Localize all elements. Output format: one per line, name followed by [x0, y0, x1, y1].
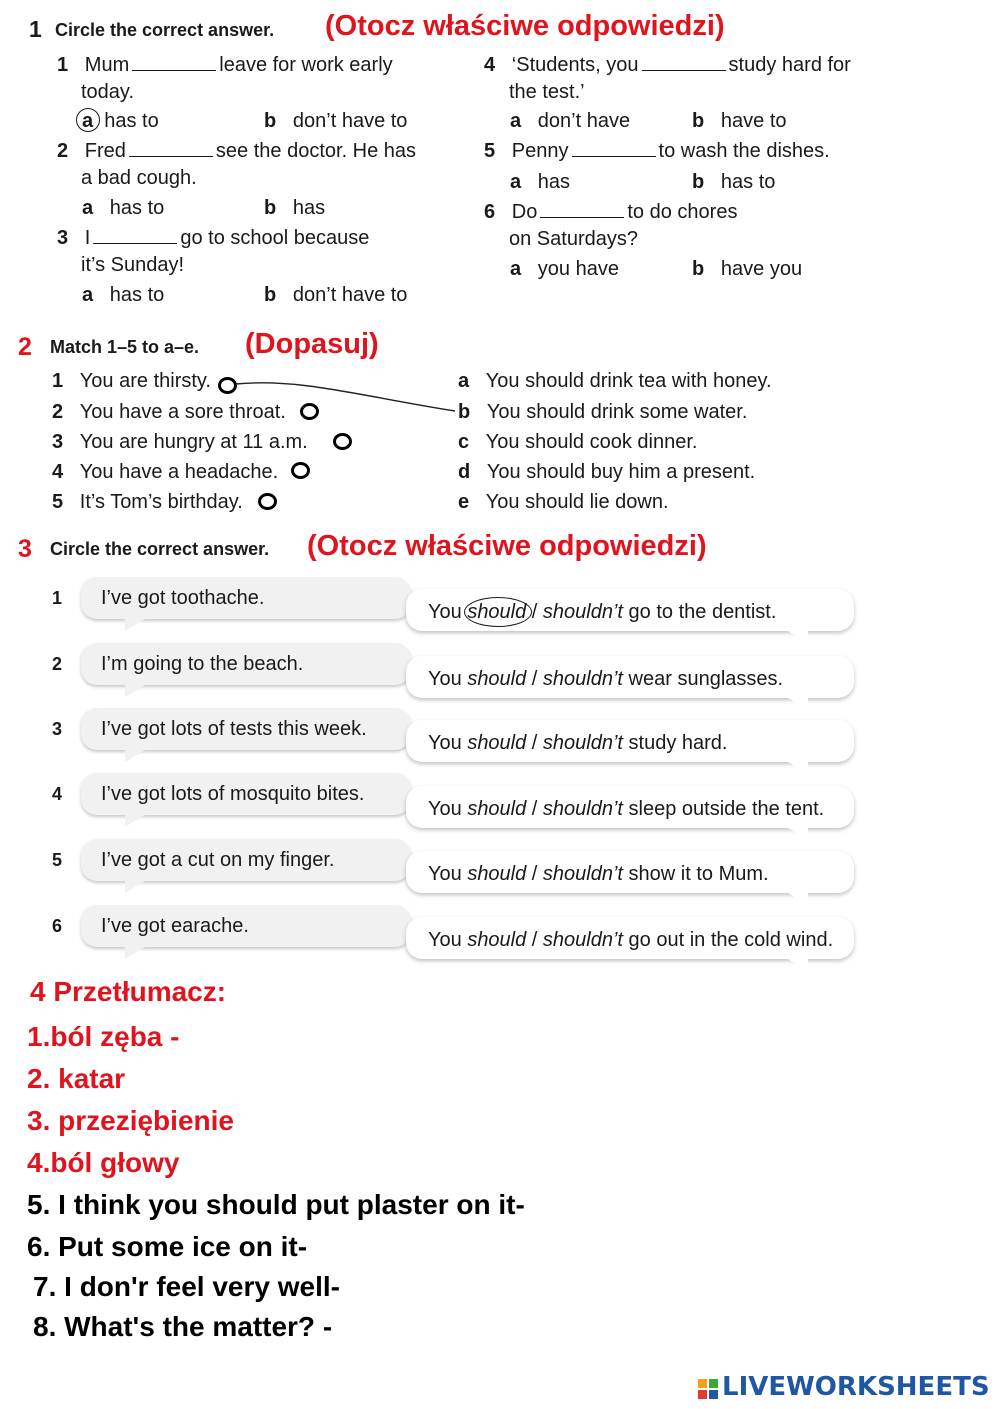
answer-circle	[464, 597, 532, 627]
s3-num-4: 4	[52, 784, 63, 804]
s3-num-3: 3	[52, 719, 63, 739]
section1-polish-instruction: (Otocz właściwe odpowiedzi)	[325, 10, 725, 42]
section3-number: 3	[18, 535, 32, 563]
s1-item-2: 2 Fred see the doctor. He has	[57, 140, 417, 162]
translate-line-3: 3. przeziębienie	[27, 1105, 234, 1136]
s1-item-4-option-b[interactable]: b have to	[692, 110, 787, 132]
s3-answer-bubble-5[interactable]: You should / shouldn’t show it to Mum.	[406, 851, 854, 893]
section1-instruction: Circle the correct answer.	[55, 20, 275, 40]
s1-item-2-line2: a bad cough.	[81, 167, 197, 189]
s1-item-6-line2: on Saturdays?	[509, 228, 638, 250]
s3-num-5: 5	[52, 850, 63, 870]
section1-number: 1	[29, 16, 42, 42]
s1-item-1-line2: today.	[81, 81, 134, 103]
translate-line-8: 8. What's the matter? -	[33, 1311, 333, 1342]
s1-item-4-option-a[interactable]: a don’t have	[510, 110, 631, 132]
s3-num-6: 6	[52, 916, 63, 936]
s1-item-2-option-a[interactable]: a has to	[82, 197, 165, 219]
s1-item-5: 5 Penny to wash the dishes.	[484, 140, 830, 162]
s3-problem-bubble-6: I’ve got earache.	[81, 905, 411, 947]
translate-line-7: 7. I don'r feel very well-	[33, 1271, 340, 1302]
s1-item-3-option-a[interactable]: a has to	[82, 284, 165, 306]
s3-problem-bubble-1: I’ve got toothache.	[81, 577, 411, 619]
s1-item-6-option-b[interactable]: b have you	[692, 258, 803, 280]
s3-num-2: 2	[52, 654, 63, 674]
s1-item-1-option-a[interactable]: a has to	[82, 110, 159, 132]
s1-item-3-option-b[interactable]: b don’t have to	[264, 284, 408, 306]
translate-line-2: 2. katar	[27, 1063, 126, 1094]
s1-item-4: 4 ‘Students, you study hard for	[484, 54, 851, 76]
s1-item-4-line2: the test.’	[509, 81, 585, 103]
s2-right-e: e You should lie down.	[458, 491, 669, 513]
s2-left-1: 1 You are thirsty.	[52, 370, 211, 392]
s2-right-d: d You should buy him a present.	[458, 461, 756, 483]
section3-instruction: Circle the correct answer.	[50, 539, 270, 559]
logo-text: LIVEWORKSHEETS	[722, 1372, 990, 1402]
s1-item-6-option-a[interactable]: a you have	[510, 258, 619, 280]
section4-title: 4 Przetłumacz:	[30, 976, 227, 1007]
s1-item-3-line2: it’s Sunday!	[81, 254, 185, 276]
s1-item-5-option-a[interactable]: a has	[510, 171, 571, 193]
s1-item-6: 6 Do to do chores	[484, 201, 738, 223]
s2-left-2: 2 You have a sore throat.	[52, 401, 286, 423]
s1-item-2-option-b[interactable]: b has	[264, 197, 326, 219]
liveworksheets-logo-icon	[698, 1379, 718, 1399]
s2-left-4: 4 You have a headache.	[52, 461, 279, 483]
s3-num-1: 1	[52, 588, 63, 608]
s2-right-a: a You should drink tea with honey.	[458, 370, 772, 392]
translate-line-1: 1.ból zęba -	[27, 1021, 180, 1052]
s2-left-5: 5 It’s Tom’s birthday.	[52, 491, 243, 513]
s3-answer-bubble-3[interactable]: You should / shouldn’t study hard.	[406, 720, 854, 762]
section2-instruction: Match 1–5 to a–e.	[50, 337, 200, 357]
s1-item-1-option-b[interactable]: b don’t have to	[264, 110, 408, 132]
s3-problem-bubble-2: I’m going to the beach.	[81, 643, 411, 685]
translate-line-6: 6. Put some ice on it-	[27, 1231, 308, 1262]
s2-left-3: 3 You are hungry at 11 a.m.	[52, 431, 308, 453]
s3-problem-bubble-4: I’ve got lots of mosquito bites.	[81, 773, 411, 815]
s3-problem-bubble-3: I’ve got lots of tests this week.	[81, 708, 411, 750]
s1-item-3: 3 I go to school because	[57, 227, 370, 249]
section3-polish-instruction: (Otocz właściwe odpowiedzi)	[307, 530, 707, 562]
s3-answer-bubble-6[interactable]: You should / shouldn’t go out in the cold wind.	[406, 917, 854, 959]
s2-right-c: c You should cook dinner.	[458, 431, 698, 453]
section2-number: 2	[18, 333, 32, 361]
section2-polish-instruction: (Dopasuj)	[245, 328, 379, 360]
s3-answer-bubble-4[interactable]: You should / shouldn’t sleep outside the tent.	[406, 786, 854, 828]
s2-right-b: b You should drink some water.	[458, 401, 748, 423]
s3-answer-bubble-1[interactable]: You should / shouldn’t go to the dentist.	[406, 589, 854, 631]
s3-answer-bubble-2[interactable]: You should / shouldn’t wear sunglasses.	[406, 656, 854, 698]
s3-problem-bubble-5: I’ve got a cut on my finger.	[81, 839, 411, 881]
translate-line-5: 5. I think you should put plaster on it-	[27, 1189, 525, 1220]
translate-line-4: 4.ból głowy	[27, 1147, 180, 1178]
s1-item-5-option-b[interactable]: b has to	[692, 171, 776, 193]
s1-item-1: 1 Mum leave for work early	[57, 54, 393, 76]
